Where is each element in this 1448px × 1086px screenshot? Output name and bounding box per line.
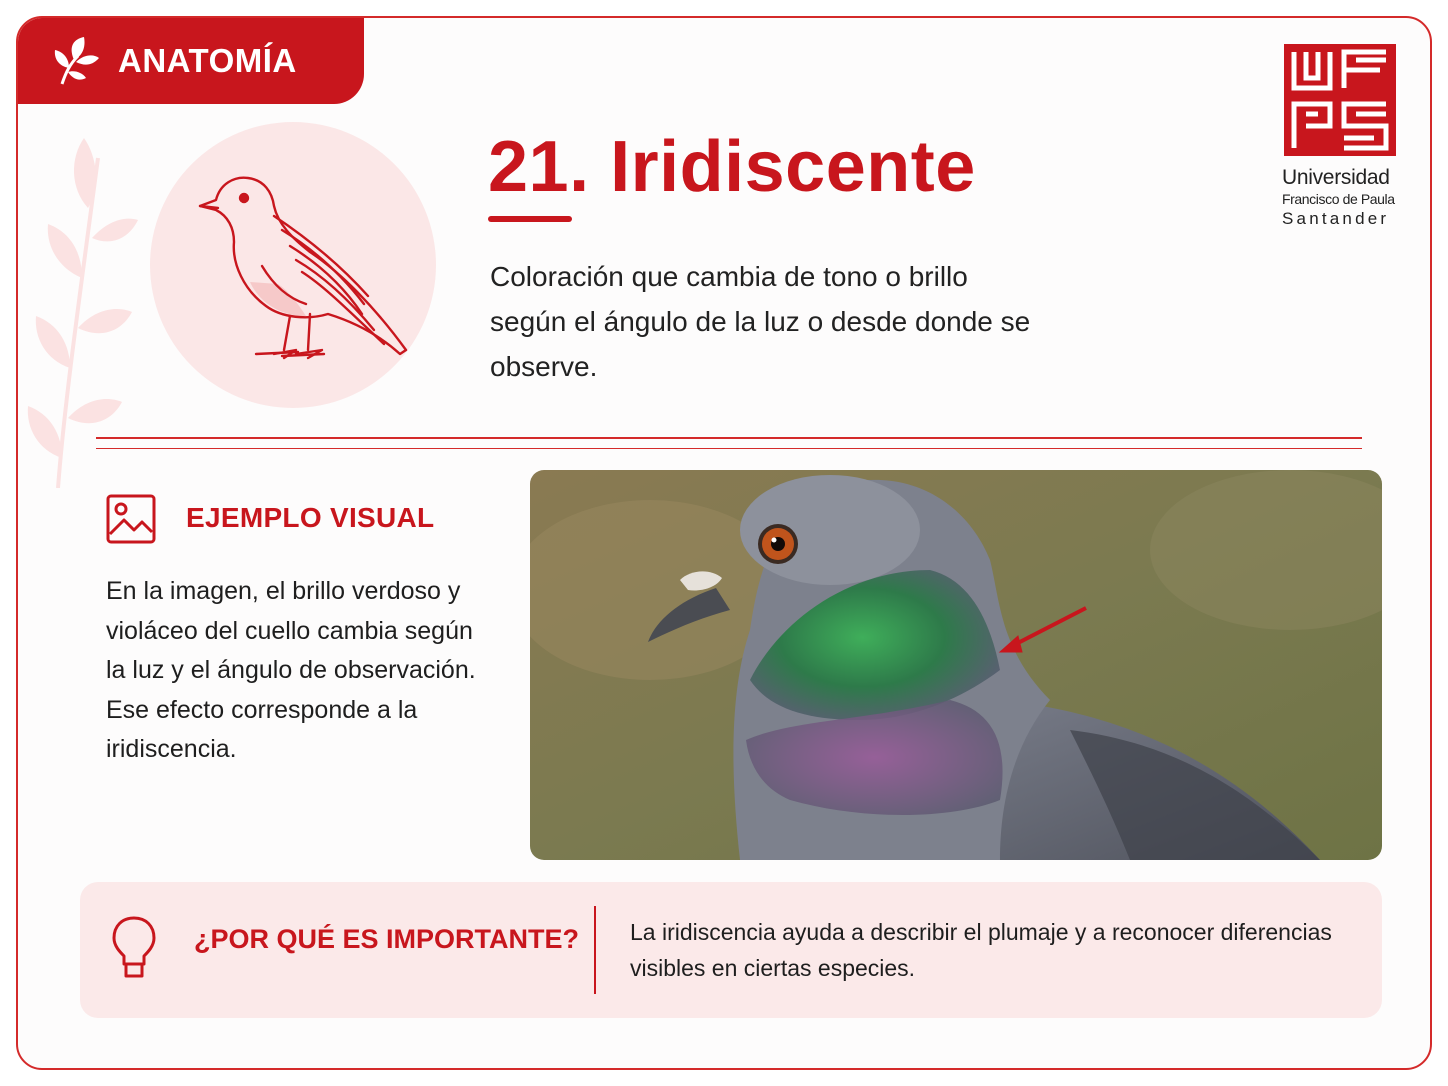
university-logo — [1282, 44, 1402, 229]
leaf-icon — [52, 36, 100, 86]
importance-box — [80, 882, 1382, 1018]
university-name-line2: Francisco de Paula — [1282, 191, 1395, 207]
university-name-line3: Santander — [1282, 209, 1390, 228]
category-tab — [18, 18, 364, 104]
lightbulb-icon — [110, 914, 158, 978]
decorative-leaves — [18, 128, 138, 488]
term-title: 21. Iridiscente — [488, 127, 976, 207]
ufps-logo-mark — [1284, 44, 1396, 156]
bird-outline-icon — [178, 154, 418, 384]
term-definition: Coloración que cambia de tono o brillo según el ángulo de la luz o desde donde se observe. — [490, 261, 1031, 382]
section-divider — [96, 437, 1362, 449]
image-icon — [106, 494, 156, 544]
importance-text: La iridiscencia ayuda a describir el plumaje y a reconocer diferencias visibles en ciertas especies. — [630, 919, 1332, 981]
glossary-card — [16, 16, 1432, 1070]
title-underline — [488, 216, 572, 222]
category-title: ANATOMÍA — [118, 42, 297, 79]
example-heading: EJEMPLO VISUAL — [186, 502, 435, 533]
importance-heading: ¿POR QUÉ ES IMPORTANTE? — [194, 924, 580, 954]
example-text: En la imagen, el brillo verdoso y violáceo del cuello cambia según la luz y el ángulo de observación. Ese efecto corresponde a la iridiscencia. — [106, 577, 476, 763]
importance-separator — [594, 906, 596, 994]
pigeon-photo — [530, 470, 1382, 860]
university-name-line1: Universidad — [1282, 166, 1390, 189]
